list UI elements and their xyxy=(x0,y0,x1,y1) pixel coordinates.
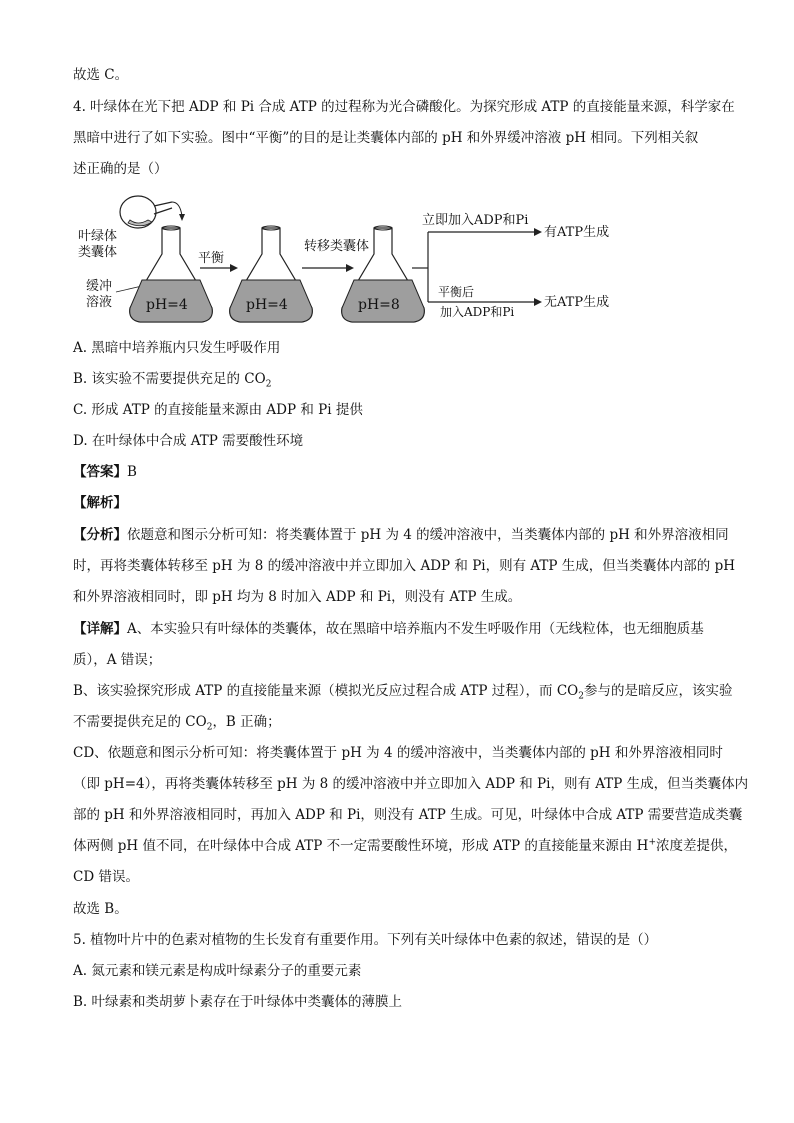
question-4-stem-3: 述正确的是（） xyxy=(73,161,168,177)
fenxi-text-1: 依题意和图示分析可知：将类囊体置于 pH 为 4 的缓冲溶液中，当类囊体内部的 pH 和外界溶液相同 xyxy=(127,527,729,543)
arrow-2-label: 转移类囊体 xyxy=(304,239,370,254)
detail-3 xyxy=(73,682,733,702)
detail-7: 部的 pH 和外界溶液相同时，再加入 ADP 和 Pi，则没有 ATP 生成。可见，叶绿体中合成 ATP 需要营造成类囊 xyxy=(73,807,743,823)
retort-flask-icon xyxy=(120,196,185,228)
analysis-1 xyxy=(73,526,729,544)
option-b-sub: 2 xyxy=(265,379,272,390)
detail-4b: ，B 正确； xyxy=(212,714,281,730)
question-4-stem-2: 黑暗中进行了如下实验。图中“平衡”的目的是让类囊体内部的 pH 和外界缓冲溶液 pH 相同。下列相关叙 xyxy=(73,130,699,146)
detail-8 xyxy=(73,837,737,855)
option-c: C. 形成 ATP 的直接能量来源由 ADP 和 Pi 提供 xyxy=(73,402,363,418)
analysis-3: 和外界溶液相同时，即 pH 均为 8 时加入 ADP 和 Pi，则没有 ATP 生成。 xyxy=(73,589,522,605)
detail-5: CD、依题意和图示分析可知：将类囊体置于 pH 为 4 的缓冲溶液中，当类囊体内部的 pH 和外界溶液相同时 xyxy=(73,745,723,761)
answer-line xyxy=(73,463,723,481)
option-a: A. 黑暗中培养瓶内只发生呼吸作用 xyxy=(73,340,281,356)
detail-3-sub: 2 xyxy=(578,691,584,702)
label-thylakoid-line2: 类囊体 xyxy=(78,245,118,260)
xiangjie-text-1: A、本实验只有叶绿体的类囊体，故在黑暗中培养瓶内不发生呼吸作用（无线粒体，也无细胞质基 xyxy=(127,621,704,637)
label-buffer-line2: 溶液 xyxy=(86,295,113,310)
fenxi-tag: 【分析】 xyxy=(73,527,127,543)
detail-8a: 体两侧 pH 值不同，在叶绿体中合成 ATP 不一定需要酸性环境，形成 ATP 的直接能量来源由 H xyxy=(73,838,649,854)
analysis-heading xyxy=(73,494,723,512)
answer-tag: 【答案】 xyxy=(73,464,127,480)
flask-3-ph: pH=8 xyxy=(358,297,400,313)
analysis-tag: 【解析】 xyxy=(73,495,127,511)
question-5-option-a: A. 氮元素和镁元素是构成叶绿素分子的重要元素 xyxy=(73,963,362,979)
question-4-stem-1: 4. 叶绿体在光下把 ADP 和 Pi 合成 ATP 的过程称为光合磷酸化。为探究形成 ATP 的直接能量来源，科学家在 xyxy=(73,99,735,115)
detail-8-sup: + xyxy=(648,837,656,848)
detail-4a: 不需要提供充足的 CO xyxy=(73,714,207,730)
detail-2: 质），A 错误； xyxy=(73,652,162,668)
branch-bottom-label-2: 加入ADP和Pi xyxy=(440,305,515,319)
detail-4-sub: 2 xyxy=(206,722,213,733)
branch-top-label: 立即加入ADP和Pi xyxy=(422,213,529,228)
detail-1 xyxy=(73,620,723,638)
branch-bottom-label-1: 平衡后 xyxy=(438,285,475,299)
label-buffer-line1: 缓冲 xyxy=(86,279,113,294)
result-bottom: 无ATP生成 xyxy=(544,295,610,310)
detail-3a: B、该实验探究形成 ATP 的直接能量来源（模拟光反应过程合成 ATP 过程），而 CO xyxy=(73,683,579,699)
question-5-option-b: B. 叶绿素和类胡萝卜素存在于叶绿体中类囊体的薄膜上 xyxy=(73,994,403,1010)
detail-3b: 参与的是暗反应，该实验 xyxy=(583,683,733,699)
analysis-2: 时，再将类囊体转移至 pH 为 8 的缓冲溶液中并立即加入 ADP 和 Pi，则有 ATP 生成，但当类囊体内部的 pH xyxy=(73,558,735,574)
flask-2 xyxy=(230,226,313,322)
final-answer-line: 故选 B。 xyxy=(73,901,128,917)
option-d: D. 在叶绿体中合成 ATP 需要酸性环境 xyxy=(73,433,304,449)
detail-9: CD 错误。 xyxy=(73,869,139,885)
detail-6: （即 pH=4），再将类囊体转移至 pH 为 8 的缓冲溶液中并立即加入 ADP 和 Pi，则有 ATP 生成，但当类囊体内 xyxy=(73,776,749,792)
detail-8b: 浓度差提供， xyxy=(655,838,737,854)
answer-value: B xyxy=(127,464,137,480)
answer-line-prev: 故选 C。 xyxy=(73,67,129,83)
flask-1 xyxy=(130,226,213,322)
experiment-diagram xyxy=(72,190,632,330)
question-5-stem: 5. 植物叶片中的色素对植物的生长发育有重要作用。下列有关叶绿体中色素的叙述，错误的是（） xyxy=(73,932,658,948)
flask-1-ph: pH=4 xyxy=(146,297,188,313)
option-b-text: B. 该实验不需要提供充足的 CO xyxy=(73,371,266,387)
detail-4 xyxy=(73,713,723,731)
result-top: 有ATP生成 xyxy=(544,225,610,240)
xiangjie-tag: 【详解】 xyxy=(73,621,127,637)
arrow-1-label: 平衡 xyxy=(198,251,225,266)
flask-2-ph: pH=4 xyxy=(246,297,288,313)
label-thylakoid-line1: 叶绿体 xyxy=(78,229,118,244)
option-b xyxy=(73,370,723,388)
